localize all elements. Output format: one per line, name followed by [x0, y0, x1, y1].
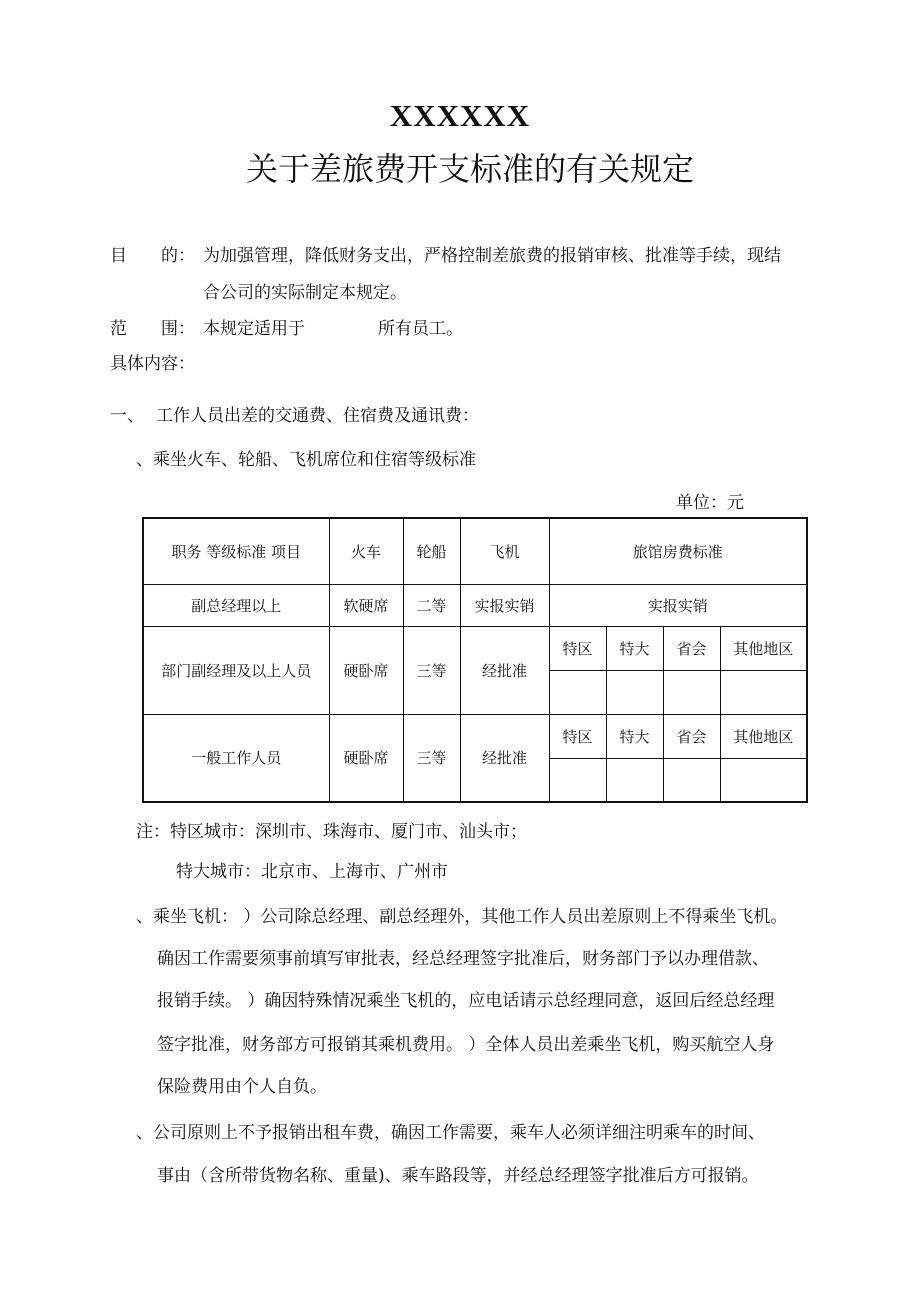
empty-cell — [663, 758, 720, 802]
row3-train: 硬卧席 — [329, 714, 403, 802]
empty-cell — [606, 758, 663, 802]
row2-position: 部门副经理及以上人员 — [143, 626, 329, 714]
row3-region-special: 特区 — [549, 714, 606, 758]
empty-cell — [720, 758, 807, 802]
scope-label: 范 围： — [110, 319, 195, 339]
flight-rule-line: 签字批准，财务部方可报销其乘机费用。 ）全体人员出差乘坐飞机，购买航空人身 — [157, 1035, 775, 1055]
empty-cell — [663, 670, 720, 714]
flight-rule-line: 报销手续。 ）确因特殊情况乘坐飞机的，应电话请示总经理同意，返回后经总经理 — [157, 991, 775, 1011]
row2-train: 硬卧席 — [329, 626, 403, 714]
header-position: 职务 等级标准 项目 — [143, 518, 329, 584]
flight-rule-line: 保险费用由个人自负。 — [157, 1077, 327, 1097]
row3-position: 一般工作人员 — [143, 714, 329, 802]
purpose-line-2: 合公司的实际制定本规定。 — [203, 283, 407, 303]
header-ship: 轮船 — [403, 518, 460, 584]
table-row — [143, 584, 807, 626]
header-hotel: 旅馆房费标准 — [549, 518, 807, 584]
row3-region-megacity: 特大 — [606, 714, 663, 758]
empty-cell — [549, 758, 606, 802]
empty-cell — [720, 670, 807, 714]
row2-plane: 经批准 — [460, 626, 549, 714]
company-name: XXXXXX — [389, 98, 531, 133]
subsection-heading: 、乘坐火车、轮船、飞机席位和住宿等级标准 — [136, 450, 476, 470]
travel-standards-table — [142, 517, 808, 803]
unit-label: 单位：元 — [676, 493, 744, 513]
scope-text-2: 所有员工。 — [378, 319, 463, 339]
header-train: 火车 — [329, 518, 403, 584]
row2-region-megacity: 特大 — [606, 626, 663, 670]
purpose-label: 目 的： — [110, 246, 195, 266]
document-title: 关于差旅费开支标准的有关规定 — [245, 150, 694, 188]
row2-region-special: 特区 — [549, 626, 606, 670]
taxi-rule-line: 、公司原则上不予报销出租车费，确因工作需要，乘车人必须详细注明乘车的时间、 — [136, 1123, 765, 1143]
row3-ship: 三等 — [403, 714, 460, 802]
row2-region-provincial: 省会 — [663, 626, 720, 670]
header-plane: 飞机 — [460, 518, 549, 584]
note-megacities: 特大城市：北京市、上海市、广州市 — [176, 862, 448, 882]
section-1-number: 一、 — [110, 406, 144, 426]
flight-rule-line: 确因工作需要须事前填写审批表，经总经理签字批准后，财务部门予以办理借款、 — [157, 949, 769, 969]
note-special-cities: 注：特区城市：深圳市、珠海市、厦门市、汕头市； — [136, 822, 527, 842]
row1-position: 副总经理以上 — [143, 584, 329, 626]
empty-cell — [549, 670, 606, 714]
table-row — [143, 626, 807, 670]
row3-plane: 经批准 — [460, 714, 549, 802]
row1-plane: 实报实销 — [460, 584, 549, 626]
row3-region-provincial: 省会 — [663, 714, 720, 758]
row1-train: 软硬席 — [329, 584, 403, 626]
content-label: 具体内容： — [110, 354, 195, 374]
row1-ship: 二等 — [403, 584, 460, 626]
row1-hotel: 实报实销 — [549, 584, 807, 626]
section-1-heading: 工作人员出差的交通费、住宿费及通讯费： — [156, 406, 479, 426]
flight-rule-line: 、乘坐飞机： ）公司除总经理、副总经理外，其他工作人员出差原则上不得乘坐飞机。 — [136, 907, 788, 927]
taxi-rule-line: 事由（含所带货物名称、重量)、乘车路段等，并经总经理签字批准后方可报销。 — [157, 1166, 759, 1186]
table-row — [143, 714, 807, 758]
row3-region-other: 其他地区 — [720, 714, 807, 758]
table-header-row — [143, 518, 807, 584]
empty-cell — [606, 670, 663, 714]
row2-ship: 三等 — [403, 626, 460, 714]
row2-region-other: 其他地区 — [720, 626, 807, 670]
scope-text-1: 本规定适用于 — [203, 319, 305, 339]
purpose-line-1: 为加强管理，降低财务支出，严格控制差旅费的报销审核、批准等手续，现结 — [203, 246, 781, 266]
